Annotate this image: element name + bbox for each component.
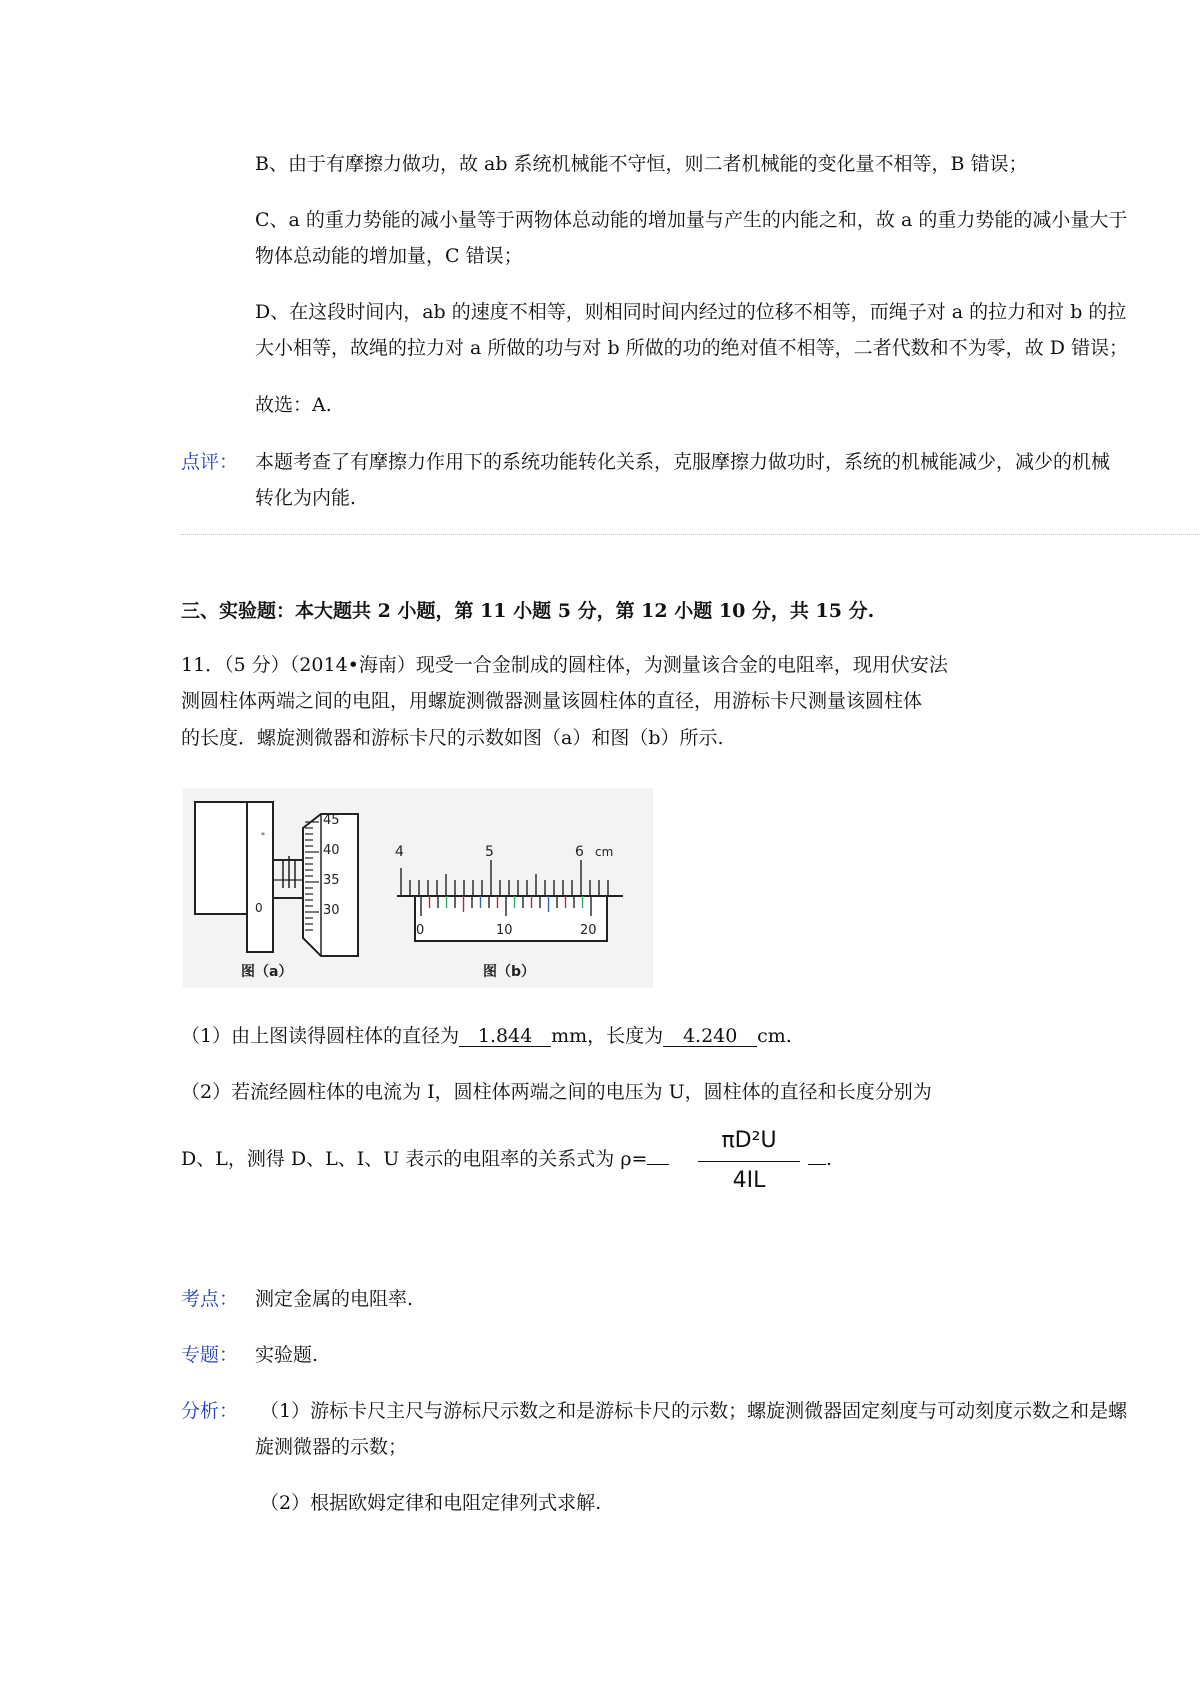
caliper-main-label-6: 6: [575, 844, 584, 860]
zhuanti-label: 专题：: [181, 1344, 239, 1366]
sub1-mid: mm，长度为: [551, 1025, 664, 1047]
formula-period: .: [826, 1148, 833, 1170]
svg-text:*: *: [261, 831, 265, 840]
fenxi-line3: （2）根据欧姆定律和电阻定律列式求解.: [260, 1492, 602, 1514]
micrometer-label-30: 30: [323, 903, 340, 918]
sub-question-2-line2: [181, 1150, 669, 1169]
option-d-line2: 大小相等，故绳的拉力对 a 所做的功与对 b 所做的功的绝对值不相等，二者代数和不为零，故 D 错误；: [255, 337, 1128, 359]
option-d-line1: D、在这段时间内，ab 的速度不相等，则相同时间内经过的位移不相等，而绳子对 a 的拉力和对 b 的拉: [255, 301, 1127, 323]
micrometer-zero-label: 0: [255, 901, 263, 915]
review-line2: 转化为内能.: [255, 487, 357, 509]
figure-a-caption: 图（a）: [241, 964, 293, 980]
formula-blank-left: [647, 1164, 669, 1165]
zhuanti-text: 实验题.: [255, 1344, 319, 1366]
caliper-unit-label: cm: [595, 845, 614, 859]
caliper-vernier-label-10: 10: [496, 923, 513, 938]
kaodian-text: 测定金属的电阻率.: [255, 1288, 414, 1310]
diameter-answer: 1.844: [459, 1027, 551, 1047]
answer-choice: 故选：A.: [255, 394, 332, 416]
question-11-line2: 测圆柱体两端之间的电阻，用螺旋测微器测量该圆柱体的直径，用游标卡尺测量该圆柱体: [181, 690, 923, 712]
micrometer-label-40: 40: [323, 843, 340, 858]
figure-drawing: [183, 788, 653, 988]
sub1-prefix: （1）由上图读得圆柱体的直径为: [181, 1025, 460, 1047]
measurement-figure: [183, 788, 653, 988]
formula-blank-right: [808, 1164, 826, 1165]
sub2-line2-text: D、L，测得 D、L、I、U 表示的电阻率的关系式为 ρ=: [181, 1148, 648, 1170]
question-11-line1: 11．（5 分）（2014•海南）现受一合金制成的圆柱体，为测量该合金的电阻率，现用伏安法: [181, 654, 948, 676]
caliper-vernier-label-0: 0: [416, 923, 425, 938]
section-heading: 三、实验题：本大题共 2 小题，第 11 小题 5 分，第 12 小题 10 分，共 15 分.: [181, 600, 875, 622]
formula-numerator: πD²U: [721, 1128, 777, 1153]
caliper-vernier-label-20: 20: [580, 923, 597, 938]
sub-question-1: [181, 1027, 792, 1047]
micrometer-label-35: 35: [323, 873, 340, 888]
option-c-line1: C、a 的重力势能的减小量等于两物体总动能的增加量与产生的内能之和，故 a 的重力势能的减小量大于: [255, 209, 1128, 231]
fenxi-line2: 旋测微器的示数；: [255, 1436, 408, 1458]
caliper-main-label-4: 4: [395, 844, 404, 860]
sub-question-2-line1: （2）若流经圆柱体的电流为 I，圆柱体两端之间的电压为 U，圆柱体的直径和长度分别为: [181, 1081, 932, 1103]
length-answer: 4.240: [663, 1027, 757, 1047]
question-11-line3: 的长度．螺旋测微器和游标卡尺的示数如图（a）和图（b）所示.: [181, 727, 724, 749]
fenxi-line1: （1）游标卡尺主尺与游标尺示数之和是游标卡尺的示数；螺旋测微器固定刻度与可动刻度示数之和是螺: [260, 1400, 1128, 1422]
resistivity-formula: [690, 1128, 808, 1194]
fraction-bar: [698, 1161, 800, 1162]
review-line1: 本题考查了有摩擦力作用下的系统功能转化关系，克服摩擦力做功时，系统的机械能减少，减少的机械: [255, 451, 1111, 473]
formula-denominator: 4IL: [732, 1168, 766, 1193]
kaodian-label: 考点：: [181, 1288, 239, 1310]
caliper-main-label-5: 5: [485, 844, 494, 860]
fenxi-label: 分析：: [181, 1400, 239, 1422]
option-c-line2: 物体总动能的增加量，C 错误；: [255, 245, 523, 267]
section-separator: [180, 534, 1200, 535]
micrometer-label-45: 45: [323, 813, 340, 828]
review-label: 点评：: [181, 451, 239, 473]
figure-b-caption: 图（b）: [483, 964, 536, 980]
option-b-text: B、由于有摩擦力做功，故 ab 系统机械能不守恒，则二者机械能的变化量不相等，B 错误；: [255, 153, 1028, 175]
formula-end: [808, 1150, 832, 1169]
sub1-suffix: cm.: [757, 1025, 792, 1047]
